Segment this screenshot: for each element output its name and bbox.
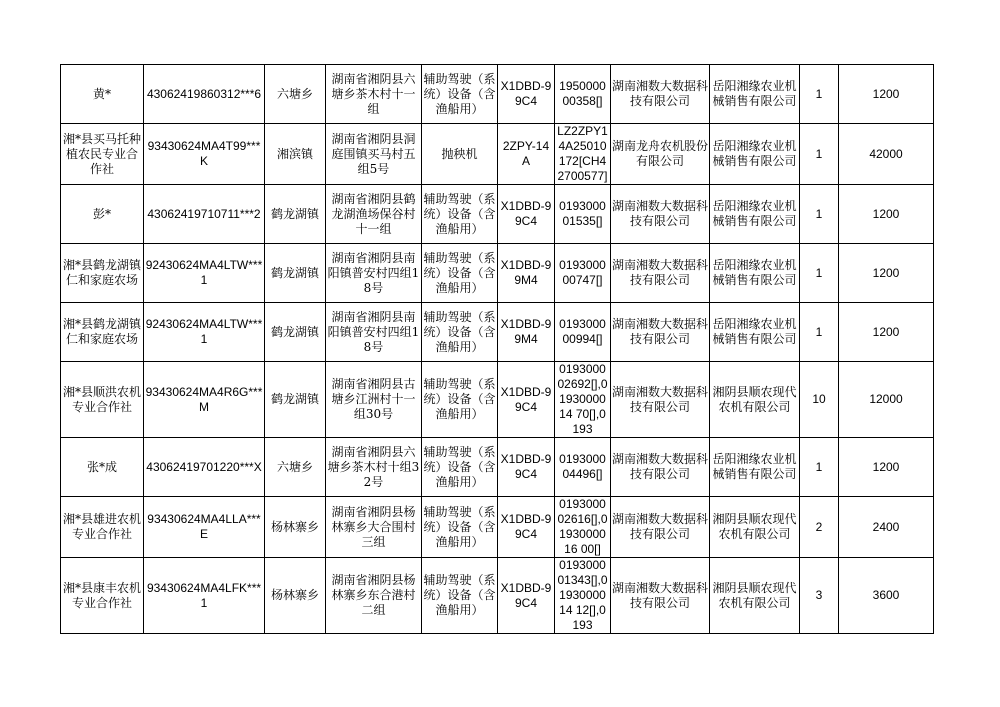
model-cell: X1DBD-99M4 bbox=[498, 244, 555, 303]
id-number-cell: 93430624MA4LLA***E bbox=[144, 497, 265, 558]
dealer-cell: 湘阴县顺农现代农机有限公司 bbox=[710, 497, 800, 558]
township-cell: 六塘乡 bbox=[265, 65, 326, 124]
serial-number-cell: LZ2ZPY14A25010172[CH42700577] bbox=[555, 124, 611, 185]
dealer-cell: 湘阴县顺农现代农机有限公司 bbox=[710, 362, 800, 438]
township-cell: 鹤龙湖镇 bbox=[265, 244, 326, 303]
quantity-cell: 10 bbox=[800, 362, 839, 438]
township-cell: 六塘乡 bbox=[265, 438, 326, 497]
address-cell: 湖南省湘阴县杨林寨乡大合围村三组 bbox=[326, 497, 422, 558]
manufacturer-cell: 湖南湘数大数据科技有限公司 bbox=[611, 185, 710, 244]
applicant-name-cell: 彭* bbox=[61, 185, 144, 244]
id-number-cell: 93430624MA4LFK***1 bbox=[144, 558, 265, 634]
machine-item-cell: 辅助驾驶（系统）设备（含渔船用） bbox=[422, 65, 498, 124]
subsidy-amount-cell: 1200 bbox=[839, 303, 934, 362]
model-cell: X1DBD-99C4 bbox=[498, 438, 555, 497]
table-row bbox=[61, 362, 934, 438]
subsidy-amount-cell: 1200 bbox=[839, 438, 934, 497]
machine-item-cell: 辅助驾驶（系统）设备（含渔船用） bbox=[422, 244, 498, 303]
machine-item-cell: 辅助驾驶（系统）设备（含渔船用） bbox=[422, 558, 498, 634]
id-number-cell: 43062419710711***2 bbox=[144, 185, 265, 244]
manufacturer-cell: 湖南湘数大数据科技有限公司 bbox=[611, 65, 710, 124]
manufacturer-cell: 湖南湘数大数据科技有限公司 bbox=[611, 362, 710, 438]
model-cell: X1DBD-99C4 bbox=[498, 362, 555, 438]
serial-number-cell: 019300000747[] bbox=[555, 244, 611, 303]
id-number-cell: 43062419701220***X bbox=[144, 438, 265, 497]
quantity-cell: 1 bbox=[800, 438, 839, 497]
manufacturer-cell: 湖南湘数大数据科技有限公司 bbox=[611, 303, 710, 362]
subsidy-amount-cell: 42000 bbox=[839, 124, 934, 185]
quantity-cell: 1 bbox=[800, 65, 839, 124]
manufacturer-cell: 湖南湘数大数据科技有限公司 bbox=[611, 497, 710, 558]
manufacturer-cell: 湖南湘数大数据科技有限公司 bbox=[611, 438, 710, 497]
quantity-cell: 3 bbox=[800, 558, 839, 634]
model-cell: X1DBD-99C4 bbox=[498, 558, 555, 634]
model-cell: X1DBD-99C4 bbox=[498, 65, 555, 124]
machine-item-cell: 抛秧机 bbox=[422, 124, 498, 185]
id-number-cell: 93430624MA4R6G***M bbox=[144, 362, 265, 438]
address-cell: 湖南省湘阴县六塘乡茶木村十一组 bbox=[326, 65, 422, 124]
dealer-cell: 岳阳湘缘农业机械销售有限公司 bbox=[710, 303, 800, 362]
table-row bbox=[61, 558, 934, 634]
machine-item-cell: 辅助驾驶（系统）设备（含渔船用） bbox=[422, 497, 498, 558]
model-cell: X1DBD-99C4 bbox=[498, 185, 555, 244]
subsidy-amount-cell: 1200 bbox=[839, 65, 934, 124]
applicant-name-cell: 黄* bbox=[61, 65, 144, 124]
dealer-cell: 湘阴县顺农现代农机有限公司 bbox=[710, 558, 800, 634]
address-cell: 湖南省湘阴县古塘乡江洲村十一组30号 bbox=[326, 362, 422, 438]
id-number-cell: 92430624MA4LTW***1 bbox=[144, 303, 265, 362]
table-row bbox=[61, 438, 934, 497]
township-cell: 杨林寨乡 bbox=[265, 497, 326, 558]
applicant-name-cell: 湘*县顺洪农机专业合作社 bbox=[61, 362, 144, 438]
township-cell: 鹤龙湖镇 bbox=[265, 303, 326, 362]
serial-number-cell: 019300001343[],0193000014 12[],0193 bbox=[555, 558, 611, 634]
township-cell: 杨林寨乡 bbox=[265, 558, 326, 634]
machine-item-cell: 辅助驾驶（系统）设备（含渔船用） bbox=[422, 303, 498, 362]
dealer-cell: 岳阳湘缘农业机械销售有限公司 bbox=[710, 244, 800, 303]
applicant-name-cell: 湘*县康丰农机专业合作社 bbox=[61, 558, 144, 634]
subsidy-table bbox=[60, 64, 934, 634]
table-row bbox=[61, 65, 934, 124]
serial-number-cell: 019300001535[] bbox=[555, 185, 611, 244]
dealer-cell: 岳阳湘缘农业机械销售有限公司 bbox=[710, 185, 800, 244]
table-body bbox=[61, 65, 934, 634]
address-cell: 湖南省湘阴县六塘乡茶木村十组32号 bbox=[326, 438, 422, 497]
model-cell: X1DBD-99M4 bbox=[498, 303, 555, 362]
applicant-name-cell: 湘*县雄进农机专业合作社 bbox=[61, 497, 144, 558]
applicant-name-cell: 张*成 bbox=[61, 438, 144, 497]
table-row bbox=[61, 185, 934, 244]
quantity-cell: 1 bbox=[800, 303, 839, 362]
applicant-name-cell: 湘*县鹤龙湖镇仁和家庭农场 bbox=[61, 244, 144, 303]
manufacturer-cell: 湖南龙舟农机股份有限公司 bbox=[611, 124, 710, 185]
table-row bbox=[61, 124, 934, 185]
manufacturer-cell: 湖南湘数大数据科技有限公司 bbox=[611, 244, 710, 303]
quantity-cell: 1 bbox=[800, 244, 839, 303]
serial-number-cell: 019300004496[] bbox=[555, 438, 611, 497]
subsidy-amount-cell: 1200 bbox=[839, 244, 934, 303]
serial-number-cell: 019300002616[],0193000016 00[] bbox=[555, 497, 611, 558]
subsidy-amount-cell: 3600 bbox=[839, 558, 934, 634]
dealer-cell: 岳阳湘缘农业机械销售有限公司 bbox=[710, 124, 800, 185]
address-cell: 湖南省湘阴县杨林寨乡东合港村二组 bbox=[326, 558, 422, 634]
dealer-cell: 岳阳湘缘农业机械销售有限公司 bbox=[710, 65, 800, 124]
table-row bbox=[61, 244, 934, 303]
model-cell: X1DBD-99C4 bbox=[498, 497, 555, 558]
subsidy-amount-cell: 2400 bbox=[839, 497, 934, 558]
table-row bbox=[61, 303, 934, 362]
machine-item-cell: 辅助驾驶（系统）设备（含渔船用） bbox=[422, 185, 498, 244]
id-number-cell: 92430624MA4LTW***1 bbox=[144, 244, 265, 303]
dealer-cell: 岳阳湘缘农业机械销售有限公司 bbox=[710, 438, 800, 497]
id-number-cell: 93430624MA4T99***K bbox=[144, 124, 265, 185]
address-cell: 湖南省湘阴县南阳镇普安村四组18号 bbox=[326, 244, 422, 303]
quantity-cell: 1 bbox=[800, 124, 839, 185]
quantity-cell: 2 bbox=[800, 497, 839, 558]
address-cell: 湖南省湘阴县洞庭围镇买马村五组5号 bbox=[326, 124, 422, 185]
table-row bbox=[61, 497, 934, 558]
address-cell: 湖南省湘阴县鹤龙湖渔场保谷村十一组 bbox=[326, 185, 422, 244]
model-cell: 2ZPY-14A bbox=[498, 124, 555, 185]
quantity-cell: 1 bbox=[800, 185, 839, 244]
township-cell: 鹤龙湖镇 bbox=[265, 362, 326, 438]
township-cell: 湘滨镇 bbox=[265, 124, 326, 185]
serial-number-cell: 195000000358[] bbox=[555, 65, 611, 124]
address-cell: 湖南省湘阴县南阳镇普安村四组18号 bbox=[326, 303, 422, 362]
applicant-name-cell: 湘*县鹤龙湖镇仁和家庭农场 bbox=[61, 303, 144, 362]
subsidy-amount-cell: 1200 bbox=[839, 185, 934, 244]
township-cell: 鹤龙湖镇 bbox=[265, 185, 326, 244]
serial-number-cell: 019300000994[] bbox=[555, 303, 611, 362]
subsidy-amount-cell: 12000 bbox=[839, 362, 934, 438]
applicant-name-cell: 湘*县买马托种植农民专业合作社 bbox=[61, 124, 144, 185]
serial-number-cell: 019300002692[],0193000014 70[],0193 bbox=[555, 362, 611, 438]
id-number-cell: 43062419860312***6 bbox=[144, 65, 265, 124]
machine-item-cell: 辅助驾驶（系统）设备（含渔船用） bbox=[422, 438, 498, 497]
machine-item-cell: 辅助驾驶（系统）设备（含渔船用） bbox=[422, 362, 498, 438]
manufacturer-cell: 湖南湘数大数据科技有限公司 bbox=[611, 558, 710, 634]
